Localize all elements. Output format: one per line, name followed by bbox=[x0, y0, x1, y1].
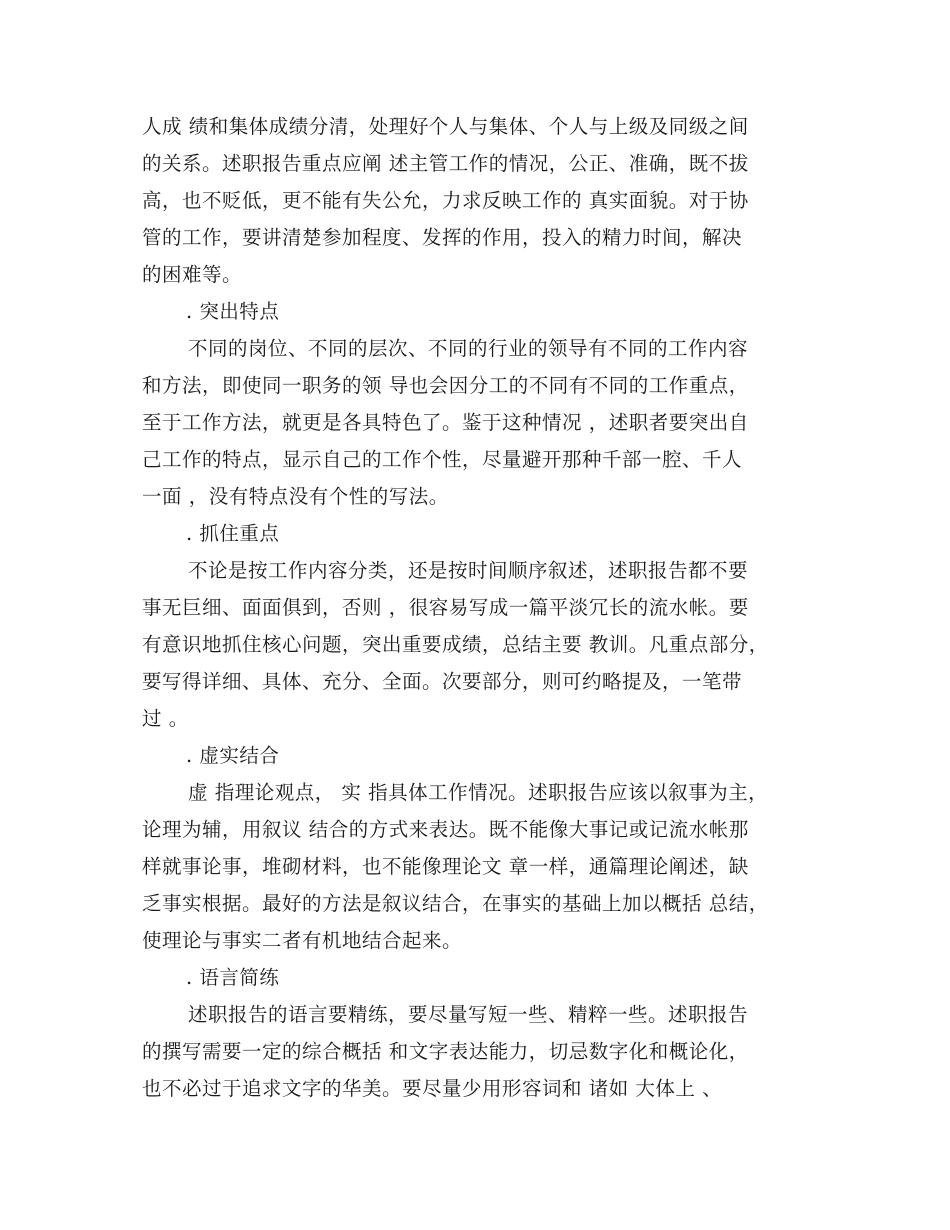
section-heading: . 突出特点 bbox=[186, 300, 280, 323]
text-line: 要写得详细、具体、充分、全面。次要部分，则可约略提及，一笔带 bbox=[142, 670, 743, 693]
section-heading: . 抓住重点 bbox=[186, 522, 280, 545]
text-line: 不同的岗位、不同的层次、不同的行业的领导有不同的工作内容 bbox=[188, 337, 749, 360]
section-heading: . 虚实结合 bbox=[186, 744, 280, 767]
text-line: 不论是按工作内容分类，还是按时间顺序叙述，述职报告都不要 bbox=[188, 559, 749, 582]
text-line: 虚 指理论观点， 实 指具体工作情况。述职报告应该以叙事为主， bbox=[188, 781, 769, 804]
text-line: 的关系。述职报告重点应阐 述主管工作的情况，公正、准确，既不拔 bbox=[142, 152, 749, 175]
text-line: 有意识地抓住核心问题，突出重要成绩，总结主要 教训。凡重点部分， bbox=[142, 633, 769, 656]
text-line: 管的工作，要讲清楚参加程度、发挥的作用，投入的精力时间，解决 bbox=[142, 226, 743, 249]
text-line: 过 。 bbox=[142, 707, 189, 730]
text-line: 至于工作方法，就更是各具特色了。鉴于这种情况 ，述职者要突出自 bbox=[142, 411, 749, 434]
text-line: 也不必过于追求文字的华美。要尽量少用形容词和 诸如 大体上 、 bbox=[142, 1077, 723, 1100]
text-line: 人成 绩和集体成绩分清，处理好个人与集体、个人与上级及同级之间 bbox=[142, 115, 749, 138]
section-heading: . 语言简练 bbox=[186, 966, 280, 989]
text-line: 样就事论事，堆砌材料，也不能像理论文 章一样，通篇理论阐述，缺 bbox=[142, 855, 749, 878]
text-line: 高，也不贬低，更不能有失公允，力求反映工作的 真实面貌。对于协 bbox=[142, 189, 749, 212]
text-line: 事无巨细、面面俱到，否则 ，很容易写成一篇平淡冗长的流水帐。要 bbox=[142, 596, 749, 619]
text-line: 的撰写需要一定的综合概括 和文字表达能力，切忌数字化和概论化， bbox=[142, 1040, 749, 1063]
text-line: 乏事实根据。最好的方法是叙议结合，在事实的基础上加以概括 总结， bbox=[142, 892, 769, 915]
text-line: 述职报告的语言要精练，要尽量写短一些、精粹一些。述职报告 bbox=[188, 1003, 749, 1026]
text-line: 一面 ，没有特点没有个性的写法。 bbox=[142, 485, 449, 508]
text-line: 和方法，即使同一职务的领 导也会因分工的不同有不同的工作重点， bbox=[142, 374, 749, 397]
text-line: 的困难等。 bbox=[142, 263, 243, 286]
text-line: 己工作的特点，显示自己的工作个性，尽量避开那种千部一腔、千人 bbox=[142, 448, 743, 471]
text-line: 论理为辅，用叙议 结合的方式来表达。既不能像大事记或记流水帐那 bbox=[142, 818, 749, 841]
text-line: 使理论与事实二者有机地结合起来。 bbox=[142, 929, 463, 952]
